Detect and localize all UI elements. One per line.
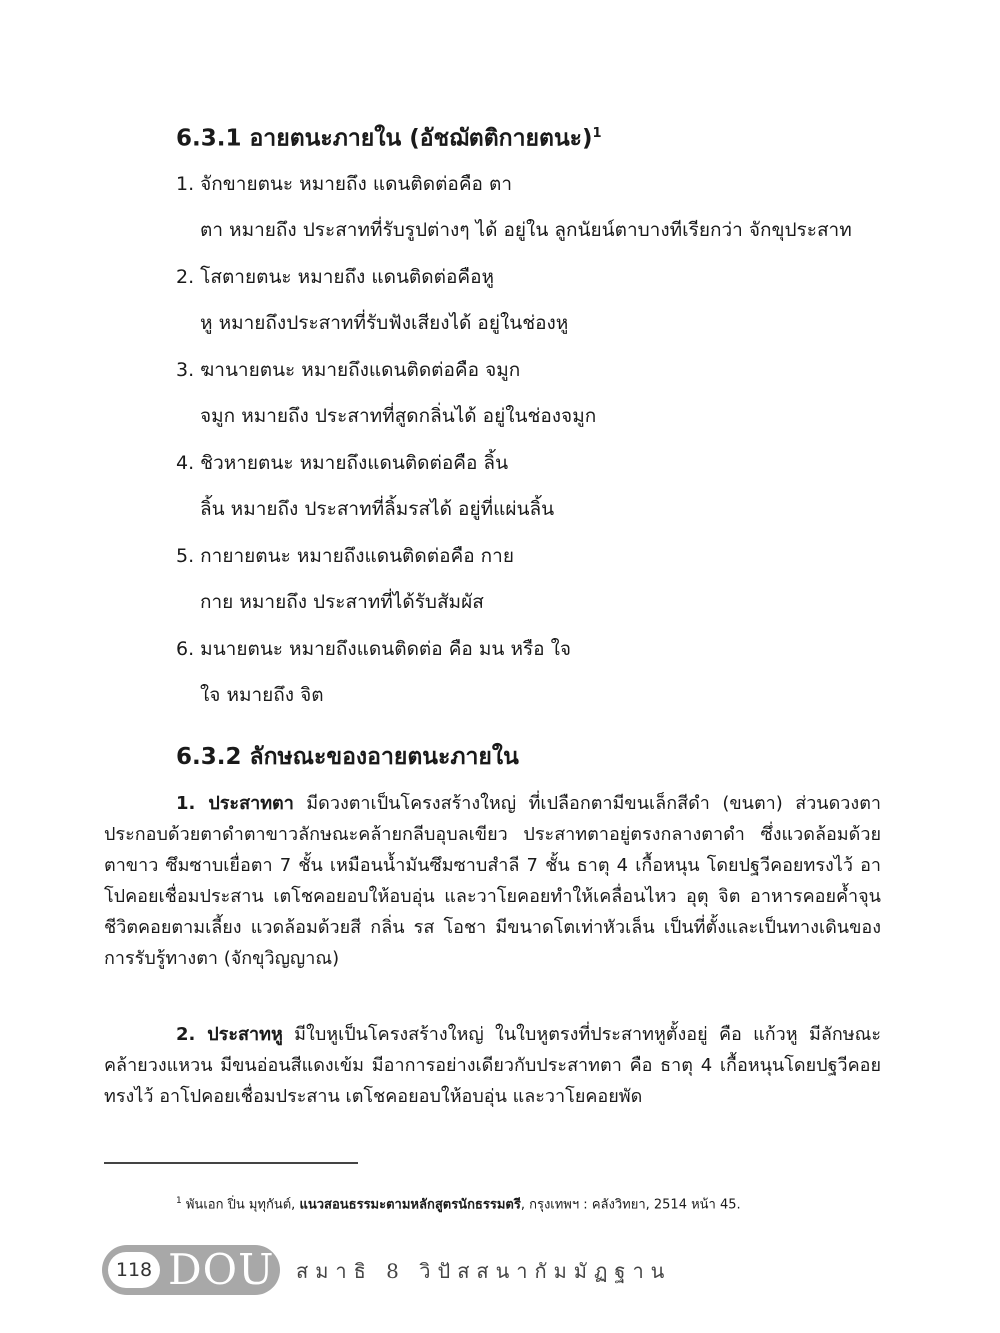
list-item-description: ลิ้น หมายถึง ประสาทที่ลิ้มรสได้ อยู่ที่แผ่นลิ้น	[200, 498, 555, 520]
footer-badge	[102, 1245, 280, 1295]
list-item-description: ใจ หมายถึง จิต	[200, 684, 324, 706]
book-title: สมาธิ 8 วิปัสสนากัมมัฏฐาน	[296, 1259, 672, 1283]
list-item-title: 2. โสตายตนะ หมายถึง แดนติดต่อคือหู	[176, 266, 494, 288]
paragraph-lead: 1. ประสาทตา	[176, 793, 294, 814]
paragraph-text: มีดวงตาเป็นโครงสร้างใหญ่ ที่เปลือกตามีขนเล็กสีดำ (ขนตา) ส่วนดวงตาประกอบด้วยตาดำตาขาวลักษณะคล้ายกลีบอุบลเขียว ประสาทตาอยู่ตรงกลางตาดำ ซึ่งแวดล้อมด้วยตาขาว ซึมซาบเยื่อตา 7 ชั้น เหมือนน้ำมันซึมซาบสำลี 7 ชั้น ธาตุ 4 เกื้อหนุน โดยปฐวีคอยทรงไว้ อาโปคอยเชื่อมประสาน เตโชคอยอบให้อบอุ่น และวาโยคอยทำให้เคลื่อนไหว อุตุ จิต อาหารคอยค้ำจุน ชีวิตคอยตามเลี้ยง แวดล้อมด้วยสี กลิ่น รส โอชา มีขนาดโตเท่าหัวเล็น เป็นที่ตั้งและเป็นทางเดินของการรับรู้ทางตา (จักขุวิญญาณ)	[104, 793, 881, 969]
list-item-title: 3. ฆานายตนะ หมายถึงแดนติดต่อคือ จมูก	[176, 359, 521, 381]
list-item-title: 1. จักขายตนะ หมายถึง แดนติดต่อคือ ตา	[176, 173, 513, 195]
list-item-description: หู หมายถึงประสาทที่รับฟังเสียงได้ อยู่ในช่องหู	[200, 312, 569, 334]
list-item-description: กาย หมายถึง ประสาทที่ได้รับสัมผัส	[200, 591, 484, 613]
section-heading-6-3-2: 6.3.2 ลักษณะของอายตนะภายใน	[176, 744, 519, 770]
footnote	[176, 1191, 741, 1215]
page-number: 118	[108, 1252, 160, 1288]
list-item-title: 6. มนายตนะ หมายถึงแดนติดต่อ คือ มน หรือ ใจ	[176, 638, 572, 660]
paragraph-text: มีใบหูเป็นโครงสร้างใหญ่ ในใบหูตรงที่ประสาทหูตั้งอยู่ คือ แก้วหู มีลักษณะคล้ายวงแหวน มีขนอ่อนสีแดงเข้ม มีอาการอย่างเดียวกับประสาทตา คือ ธาตุ 4 เกื้อหนุนโดยปฐวีคอยทรงไว้ อาโปคอยเชื่อมประสาน เตโชคอยอบให้อบอุ่น และวาโยคอยพัด	[104, 1024, 881, 1107]
footnote-book-title: แนวสอนธรรมะตามหลักสูตรนักธรรมตรี	[299, 1197, 521, 1213]
footnote-divider	[104, 1162, 358, 1164]
brand-logo-text: DOU	[168, 1245, 275, 1294]
footnote-reference: 1	[592, 126, 602, 141]
list-item-description: จมูก หมายถึง ประสาทที่สูดกลิ่นได้ อยู่ในช่องจมูก	[200, 405, 597, 427]
paragraph-eye-sense	[104, 788, 881, 974]
footnote-mark: 1	[176, 1196, 182, 1206]
section-heading-6-3-1: 6.3.1 อายตนะภายใน (อัชฌัตติกายตนะ)$^1$	[176, 125, 602, 152]
list-item-title: 4. ชิวหายตนะ หมายถึงแดนติดต่อคือ ลิ้น	[176, 452, 509, 474]
footnote-author: พันเอก ปิ่น มุทุกันต์,	[181, 1197, 300, 1213]
footnote-publisher: , กรุงเทพฯ : คลังวิทยา, 2514 หน้า 45.	[520, 1197, 741, 1213]
paragraph-ear-sense	[104, 1019, 881, 1112]
paragraph-lead: 2. ประสาทหู	[176, 1024, 283, 1045]
list-item-description: ตา หมายถึง ประสาทที่รับรูปต่างๆ ได้ อยู่ใน ลูกนัยน์ตาบางทีเรียกว่า จักขุประสาท	[200, 219, 852, 241]
list-item-title: 5. กายายตนะ หมายถึงแดนติดต่อคือ กาย	[176, 545, 514, 567]
